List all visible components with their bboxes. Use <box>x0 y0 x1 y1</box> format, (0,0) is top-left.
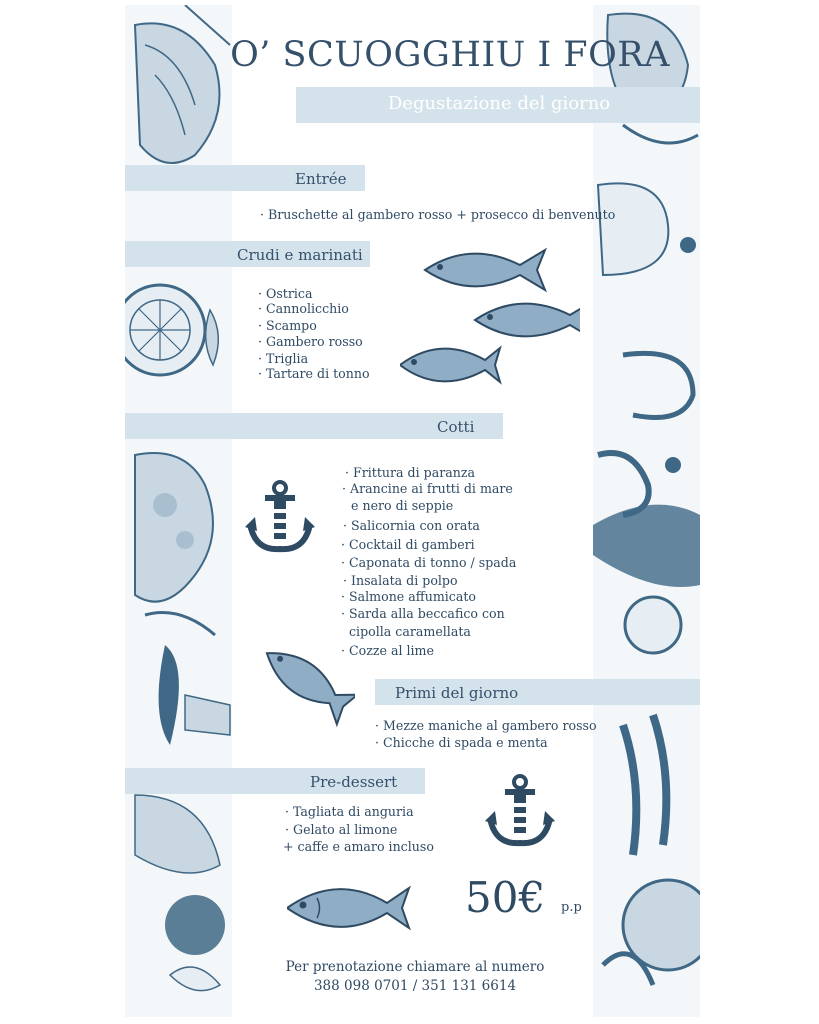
section-title-primi: Primi del giorno <box>395 684 519 702</box>
list-item: · Cannolicchio <box>258 301 349 316</box>
list-item: · Arancine ai frutti di mare <box>342 481 513 496</box>
section-title-cotti: Cotti <box>437 418 475 436</box>
list-item: · Cozze al lime <box>341 643 434 658</box>
list-item: · Gelato al limone <box>285 822 398 837</box>
list-item: · Chicche di spada e menta <box>375 735 548 750</box>
chili-illustration <box>125 635 232 755</box>
list-item: · Scampo <box>258 318 317 333</box>
crab-illustration <box>593 705 700 1005</box>
fish-illustration <box>287 873 412 943</box>
list-item: cipolla caramellata <box>349 624 471 639</box>
list-item: · Salicornia con orata <box>343 518 480 533</box>
list-item: · Caponata di tonno / spada <box>341 555 517 570</box>
list-item: · Cocktail di gamberi <box>341 537 475 552</box>
menu-poster <box>125 5 700 1017</box>
right-illustration-column <box>593 5 700 1017</box>
price: 50€ <box>465 873 546 922</box>
anchor-icon <box>485 773 555 848</box>
shell-illustration <box>593 5 700 165</box>
list-item: · Bruschette al gambero rosso + prosecco di benvenuto <box>260 207 616 222</box>
list-item: · Frittura di paranza <box>345 465 476 480</box>
list-item: + caffe e amaro incluso <box>283 839 434 854</box>
list-item: · Triglia <box>258 351 309 366</box>
price-unit: p.p <box>561 900 582 915</box>
section-title-entree: Entrée <box>295 170 347 188</box>
left-illustration-column <box>125 5 232 1017</box>
lemon-slice-illustration <box>125 270 232 390</box>
list-item: · Tagliata di anguria <box>285 804 414 819</box>
fish-illustration <box>255 641 355 736</box>
list-item: e nero di seppie <box>351 498 454 513</box>
restaurant-title: O’ SCUOGGHIU I FORA <box>230 35 670 75</box>
crab-claw-illustration <box>125 445 232 655</box>
list-item: · Gambero rosso <box>258 334 363 349</box>
garlic-illustration <box>125 785 232 1015</box>
subtitle: Degustazione del giorno <box>387 93 611 114</box>
list-item: · Salmone affumicato <box>341 589 477 604</box>
anchor-icon <box>245 479 315 554</box>
phone-numbers[interactable]: 388 098 0701 / 351 131 6614 <box>313 978 517 994</box>
fish-group-illustration <box>400 240 580 390</box>
fish-illustration-right <box>593 485 700 655</box>
section-title-crudi: Crudi e marinati <box>237 246 363 264</box>
list-item: · Mezze maniche al gambero rosso <box>375 718 597 733</box>
section-title-predessert: Pre-dessert <box>310 773 398 791</box>
list-item: · Tartare di tonno <box>258 366 370 381</box>
list-item: · Ostrica <box>258 286 313 301</box>
booking-line: Per prenotazione chiamare al numero <box>285 959 545 975</box>
squid-illustration <box>125 5 232 175</box>
list-item: · Sarda alla beccafico con <box>341 606 505 621</box>
list-item: · Insalata di polpo <box>343 573 458 588</box>
fish-slice-illustration <box>593 165 700 325</box>
